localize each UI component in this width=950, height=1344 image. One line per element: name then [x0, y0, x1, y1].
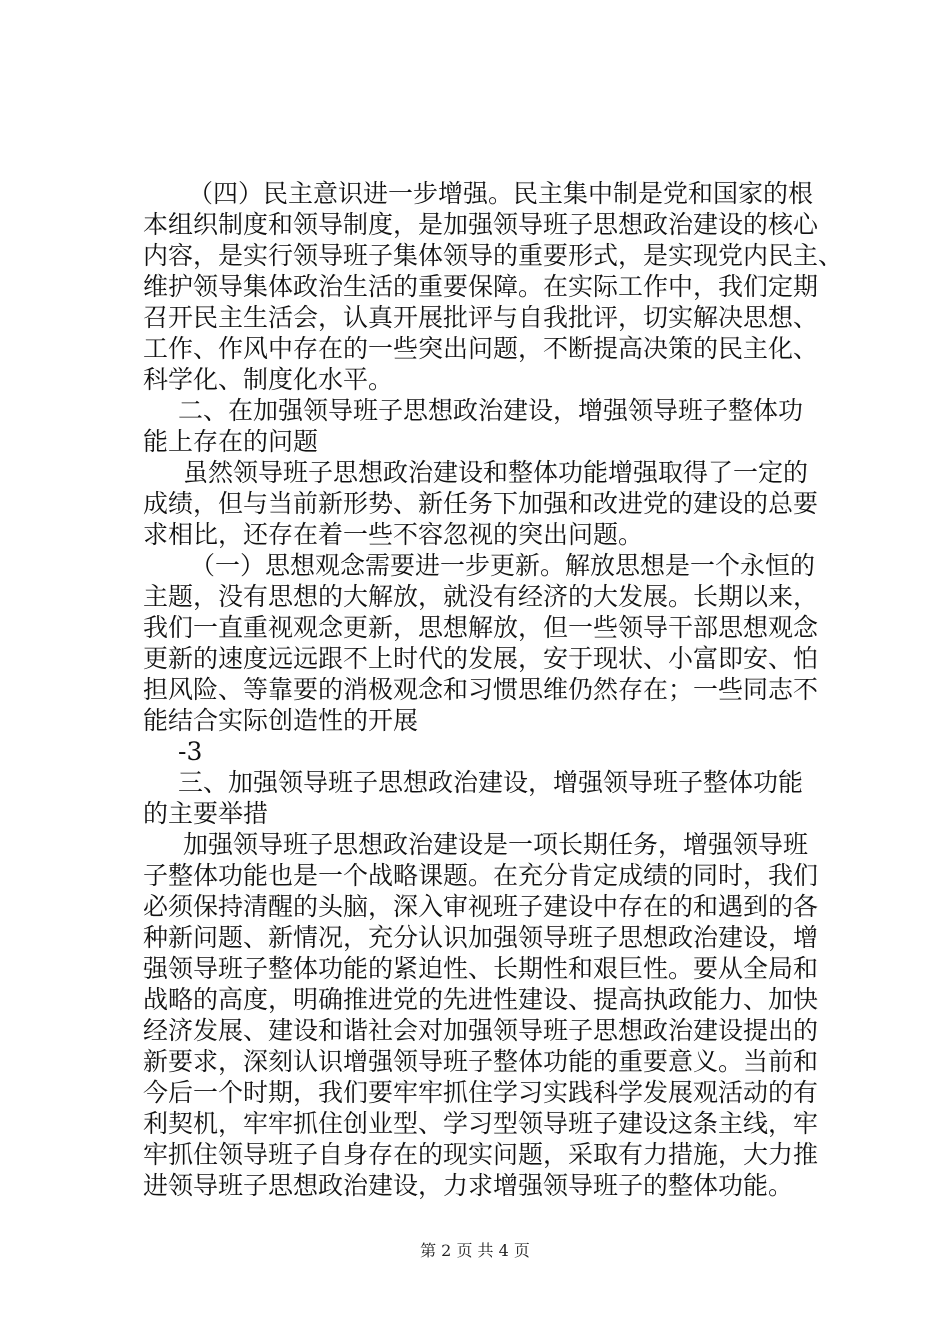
page-footer: 第 2 页 共 4 页	[420, 1241, 530, 1260]
paragraph-line: （四）民主意识进一步增强。民主集中制是党和国家的根	[188, 179, 814, 208]
paragraph-line: 能结合实际创造性的开展	[143, 706, 419, 735]
paragraph-line: 进领导班子思想政治建设，力求增强领导班子的整体功能。	[143, 1171, 794, 1200]
paragraph-line: （一）思想观念需要进一步更新。解放思想是一个永恒的	[190, 551, 816, 580]
paragraph-line: 担风险、等靠要的消极观念和习惯思维仍然存在；一些同志不	[143, 675, 819, 704]
paragraph-line: 子整体功能也是一个战略课题。在充分肯定成绩的同时，我们	[143, 861, 819, 890]
paragraph-line: 加强领导班子思想政治建设是一项长期任务，增强领导班	[183, 830, 809, 859]
paragraph-line: 科学化、制度化水平。	[143, 365, 394, 394]
section-heading-line: 能上存在的问题	[143, 427, 319, 456]
paragraph-line: 求相比，还存在着一些不容忽视的突出问题。	[143, 520, 644, 549]
paragraph-line: 利契机，牢牢抓住创业型、学习型领导班子建设这条主线，牢	[143, 1109, 819, 1138]
inline-page-marker: -3	[178, 737, 203, 766]
paragraph-line: 工作、作风中存在的一些突出问题，不断提高决策的民主化、	[143, 334, 819, 363]
paragraph-line: 强领导班子整体功能的紧迫性、长期性和艰巨性。要从全局和	[143, 954, 819, 983]
paragraph-line: 必须保持清醒的头脑，深入审视班子建设中存在的和遇到的各	[143, 892, 819, 921]
paragraph-line: 战略的高度，明确推进党的先进性建设、提高执政能力、加快	[143, 985, 819, 1014]
paragraph-line: 经济发展、建设和谐社会对加强领导班子思想政治建设提出的	[143, 1016, 819, 1045]
paragraph-line: 种新问题、新情况，充分认识加强领导班子思想政治建设，增	[143, 923, 819, 952]
paragraph-line: 本组织制度和领导制度，是加强领导班子思想政治建设的核心	[143, 210, 819, 239]
paragraph-line: 召开民主生活会，认真开展批评与自我批评，切实解决思想、	[143, 303, 819, 332]
paragraph-line: 新要求，深刻认识增强领导班子整体功能的重要意义。当前和	[143, 1047, 819, 1076]
paragraph-line: 我们一直重视观念更新，思想解放，但一些领导干部思想观念	[143, 613, 819, 642]
paragraph-line: 更新的速度远远跟不上时代的发展，安于现状、小富即安、怕	[143, 644, 819, 673]
paragraph-line: 虽然领导班子思想政治建设和整体功能增强取得了一定的	[183, 458, 809, 487]
paragraph-line: 今后一个时期，我们要牢牢抓住学习实践科学发展观活动的有	[143, 1078, 819, 1107]
paragraph-line: 维护领导集体政治生活的重要保障。在实际工作中，我们定期	[143, 272, 819, 301]
paragraph-line: 牢抓住领导班子自身存在的现实问题，采取有力措施，大力推	[143, 1140, 819, 1169]
section-heading-line: 二、在加强领导班子思想政治建设，增强领导班子整体功	[178, 396, 804, 425]
section-heading-line: 三、加强领导班子思想政治建设，增强领导班子整体功能	[178, 768, 804, 797]
paragraph-line: 主题，没有思想的大解放，就没有经济的大发展。长期以来，	[143, 582, 819, 611]
paragraph-line: 内容，是实行领导班子集体领导的重要形式，是实现党内民主、	[143, 241, 844, 270]
paragraph-line: 成绩，但与当前新形势、新任务下加强和改进党的建设的总要	[143, 489, 819, 518]
section-heading-line: 的主要举措	[143, 799, 269, 828]
